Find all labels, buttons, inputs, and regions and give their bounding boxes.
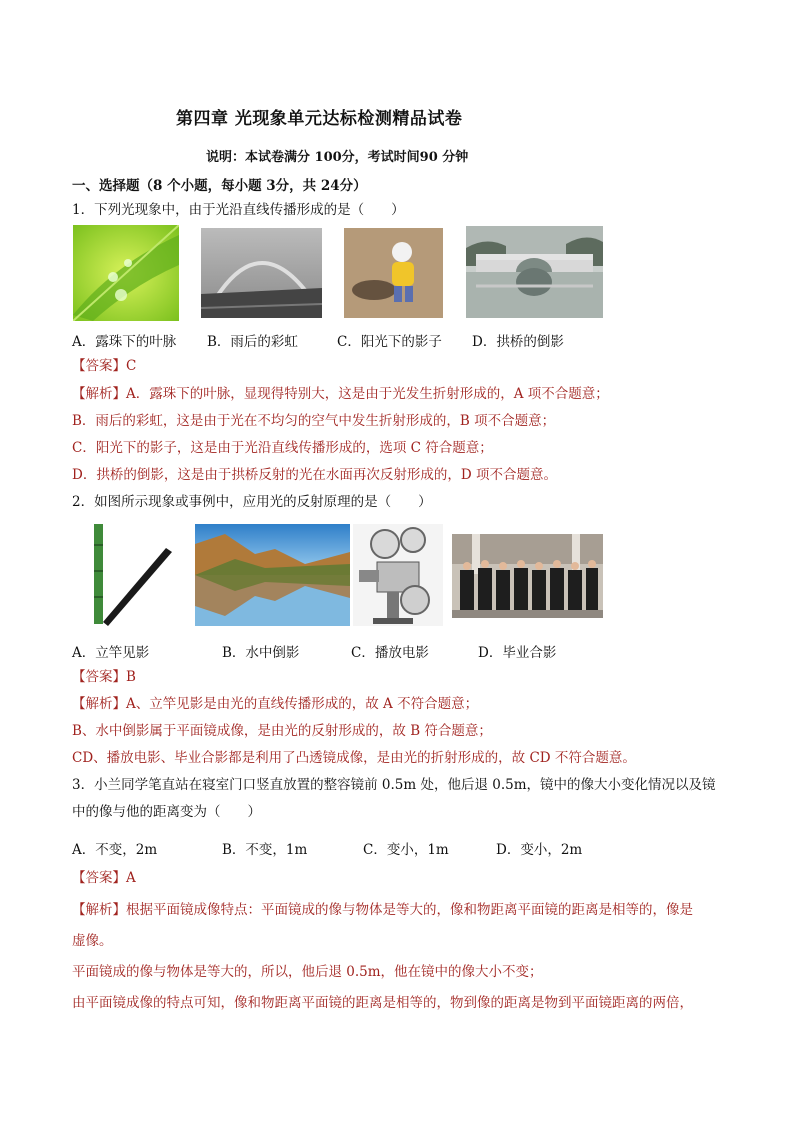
q2-image-reflection [195,524,350,626]
q1-option-a: A．露珠下的叶脉 [72,334,177,350]
q3-stem-line: 3．小兰同学笔直站在寝室门口竖直放置的整容镜前 0.5m 处，他后退 0.5m，镜中的像大小变化情况以及镜 [72,777,716,793]
q3-analysis-line: 由平面镜成像的特点可知，像和物距离平面镜的距离是相等的，物到像的距离是物到平面镜距离的两倍， [72,995,693,1011]
answer-tag: 【答案】 [72,669,126,685]
q3-stem-line: 中的像与他的距离变为（ ） [72,804,261,820]
q1-analysis-line: C．阳光下的影子，这是由于光沿直线传播形成的，选项 C 符合题意； [72,440,493,456]
q1-stem: 1．下列光现象中，由于光沿直线传播形成的是（ ） [72,202,405,218]
analysis-tag: 【解析】 [72,386,126,402]
answer-tag: 【答案】 [72,358,126,374]
analysis-text: A．露珠下的叶脉，显现得特别大，这是由于光发生折射形成的，A 项不合题意； [126,386,609,402]
q2-option-b: B．水中倒影 [222,645,300,661]
q2-option-c: C．播放电影 [351,645,429,661]
q3-option-c: C．变小，1m [363,842,449,858]
answer-value: B [126,669,136,685]
q2-answer [72,668,136,686]
q1-analysis-line [72,385,609,403]
answer-value: A [126,870,136,886]
q3-analysis-line [72,901,693,919]
answer-value: C [126,358,137,374]
q1-image-bridge [466,226,603,318]
q1-image-leaf [73,225,179,321]
q3-analysis-line: 虚像。 [72,933,113,949]
answer-tag: 【答案】 [72,870,126,886]
section-heading: 一、选择题（8 个小题，每小题 3分，共 24分） [72,178,367,194]
q2-stem: 2．如图所示现象或事例中，应用光的反射原理的是（ ） [72,494,432,510]
q1-answer [72,357,136,375]
q3-option-a: A．不变，2m [72,842,158,858]
q1-analysis-line: D．拱桥的倒影，这是由于拱桥反射的光在水面再次反射形成的，D 项不合题意。 [72,467,557,483]
exam-instructions: 说明：本试卷满分 100分，考试时间90 分钟 [206,150,469,165]
q1-image-shadow [344,228,443,318]
q2-option-d: D．毕业合影 [478,645,557,661]
q2-image-projector [353,524,443,626]
q2-analysis-line: B、水中倒影属于平面镜成像，是由光的反射形成的，故 B 符合题意； [72,723,492,739]
q1-option-d: D．拱桥的倒影 [472,334,564,350]
q2-analysis-line: CD、播放电影、毕业合影都是利用了凸透镜成像，是由光的折射形成的，故 CD 不符合题意。 [72,750,636,766]
q2-option-a: A．立竿见影 [72,645,150,661]
q2-analysis-line [72,695,478,713]
q2-image-graduation [452,534,603,618]
analysis-text: 根据平面镜成像特点：平面镜成的像与物体是等大的，像和物距离平面镜的距离是相等的，像是 [126,902,693,918]
analysis-text: A、立竿见影是由光的直线传播形成的，故 A 不符合题意； [126,696,479,712]
analysis-tag: 【解析】 [72,696,126,712]
page-title: 第四章 光现象单元达标检测精品试卷 [176,109,463,129]
q1-option-c: C．阳光下的影子 [337,334,442,350]
q3-analysis-line: 平面镜成的像与物体是等大的，所以，他后退 0.5m，他在镜中的像大小不变； [72,964,543,980]
analysis-tag: 【解析】 [72,902,126,918]
q3-option-b: B．不变，1m [222,842,308,858]
q1-image-rainbow [201,228,322,318]
q3-answer [72,869,136,887]
q1-option-b: B．雨后的彩虹 [207,334,298,350]
q2-image-pole-shadow [86,522,172,628]
q1-analysis-line: B．雨后的彩虹，这是由于光在不均匀的空气中发生折射形成的，B 项不合题意； [72,413,556,429]
q3-option-d: D．变小，2m [496,842,583,858]
